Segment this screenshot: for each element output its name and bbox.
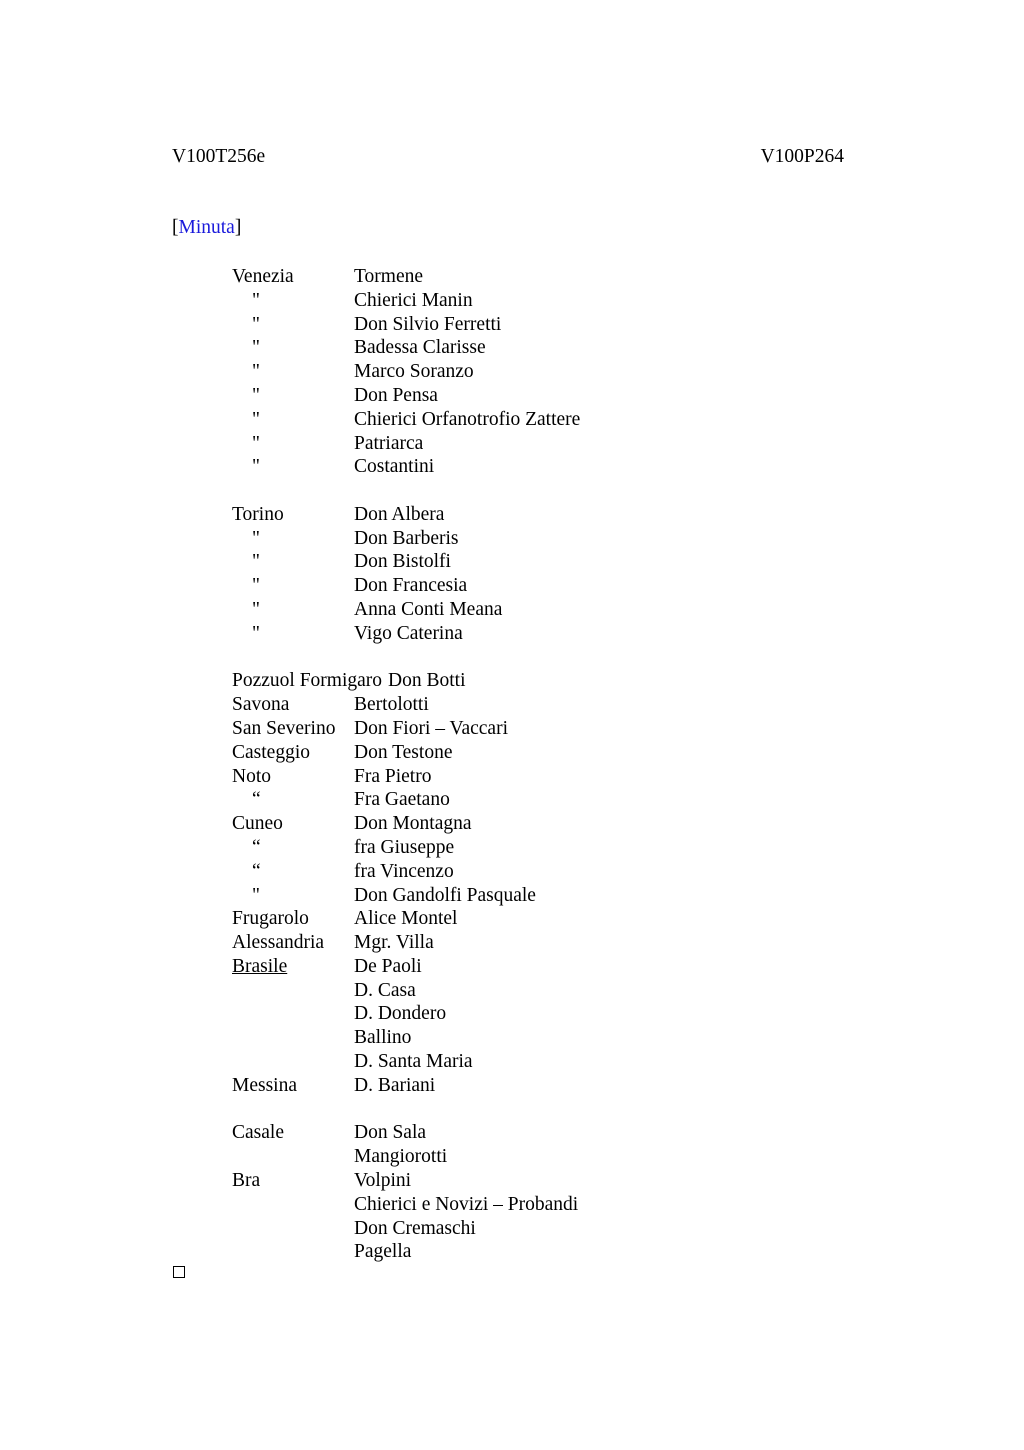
ditto-mark: " (252, 408, 260, 430)
list-item (232, 313, 832, 337)
place-label: Savona (232, 694, 290, 716)
list-item (232, 622, 832, 646)
list-item (232, 289, 832, 313)
recipient-name: Don Fiori – Vaccari (354, 717, 508, 739)
list-item (232, 836, 832, 860)
list-item (232, 1050, 832, 1074)
recipient-name: D. Casa (354, 979, 416, 1001)
recipient-name: D. Dondero (354, 1003, 447, 1025)
end-of-document-box-icon (173, 1266, 185, 1278)
document-type-label (172, 217, 241, 239)
recipient-name: De Paoli (354, 955, 422, 977)
place-label: Brasile (232, 955, 288, 977)
recipient-name: Mgr. Villa (354, 932, 434, 954)
recipient-name: Vigo Caterina (354, 622, 463, 644)
recipient-name: Costantini (354, 456, 435, 478)
list-item (232, 741, 832, 765)
list-item (232, 931, 832, 955)
recipient-name: Marco Soranzo (354, 361, 474, 383)
ditto-mark: " (252, 384, 260, 406)
recipient-name: Patriarca (354, 432, 424, 454)
ditto-mark: " (252, 313, 260, 335)
recipient-name: Chierici Manin (354, 289, 473, 311)
recipient-name: Pagella (354, 1241, 412, 1263)
list-item (232, 812, 832, 836)
recipient-name: Fra Pietro (354, 765, 432, 787)
list-item (232, 1145, 832, 1169)
list-item (232, 336, 832, 360)
list-item (232, 432, 832, 456)
recipient-name: Don Francesia (354, 575, 468, 597)
ditto-mark: “ (252, 789, 261, 811)
recipient-name: Bertolotti (354, 694, 429, 716)
place-label: Frugarolo (232, 908, 309, 930)
ditto-mark: " (252, 456, 260, 478)
list-item (232, 860, 832, 884)
list-item (232, 574, 832, 598)
recipient-name: Fra Gaetano (354, 789, 450, 811)
recipient-name: Don Albera (354, 503, 445, 525)
open-bracket: [ (172, 217, 179, 238)
ditto-mark: " (252, 361, 260, 383)
recipient-name: Don Bistolfi (354, 551, 451, 573)
place-label: Venezia (232, 266, 294, 287)
recipient-name: D. Bariani (354, 1074, 436, 1096)
list-item (232, 503, 832, 527)
list-item (232, 788, 832, 812)
list-item (232, 765, 832, 789)
place-label: Alessandria (232, 932, 325, 954)
recipient-name: Mangiorotti (354, 1146, 448, 1168)
place-label: Casale (232, 1122, 284, 1144)
place-label: Torino (232, 503, 284, 525)
ditto-mark: " (252, 337, 260, 359)
recipient-name: fra Vincenzo (354, 860, 454, 882)
place-label: Noto (232, 765, 271, 787)
list-item (232, 1217, 832, 1241)
ditto-mark: " (252, 884, 260, 906)
list-item (232, 955, 832, 979)
list-item (232, 979, 832, 1003)
recipient-name: Don Cremaschi (354, 1217, 476, 1239)
recipient-name: Alice Montel (354, 908, 458, 930)
recipient-name: D. Santa Maria (354, 1051, 473, 1073)
ditto-mark: " (252, 575, 260, 597)
list-item (232, 265, 832, 289)
list-item (232, 1026, 832, 1050)
recipient-name: Don Pensa (354, 384, 438, 406)
close-bracket: ] (234, 217, 242, 238)
list-item (232, 1193, 832, 1217)
document-code: V100T256e (172, 146, 266, 167)
list-item (232, 693, 832, 717)
recipient-name: Don Barberis (354, 527, 459, 549)
list-item (232, 907, 832, 931)
list-item (232, 1121, 832, 1145)
ditto-mark: " (252, 527, 260, 549)
ditto-mark: " (252, 551, 260, 573)
list-item (232, 527, 832, 551)
place-label: San Severino (232, 717, 336, 739)
recipient-name: Don Silvio Ferretti (354, 313, 502, 335)
list-item (232, 1002, 832, 1026)
list-item (232, 717, 832, 741)
list-item (232, 408, 832, 432)
list-item (232, 455, 832, 479)
ditto-mark: “ (252, 836, 261, 858)
place-label: Pozzuol Formigaro (232, 670, 383, 692)
place-label: Bra (232, 1169, 261, 1191)
recipient-name: Don Gandolfi Pasquale (354, 884, 536, 906)
ditto-mark: " (252, 599, 260, 621)
ditto-mark: " (252, 432, 260, 454)
ditto-mark: “ (252, 860, 261, 882)
recipient-list (232, 265, 832, 1264)
recipient-name: Tormene (354, 266, 424, 287)
place-label: Messina (232, 1074, 297, 1096)
list-item (232, 384, 832, 408)
list-item (232, 598, 832, 622)
list-item (232, 550, 832, 574)
list-item (232, 1240, 832, 1264)
place-label: Cuneo (232, 813, 283, 835)
list-item (232, 1169, 832, 1193)
ditto-mark: " (252, 289, 260, 311)
recipient-name: Don Botti (388, 670, 466, 692)
recipient-name: Volpini (354, 1169, 412, 1191)
recipient-name: Don Sala (354, 1122, 427, 1144)
list-item (232, 884, 832, 908)
place-label: Casteggio (232, 741, 310, 763)
recipient-name: Badessa Clarisse (354, 337, 486, 359)
list-item (232, 360, 832, 384)
list-item (232, 1074, 832, 1098)
page-header (172, 146, 844, 170)
recipient-name: Ballino (354, 1027, 412, 1049)
ditto-mark: " (252, 622, 260, 644)
recipient-name: fra Giuseppe (354, 836, 455, 858)
recipient-name: Chierici Orfanotrofio Zattere (354, 408, 581, 430)
recipient-name: Don Testone (354, 741, 453, 763)
minuta-link[interactable]: Minuta (178, 217, 235, 238)
list-item (232, 669, 832, 693)
recipient-name: Anna Conti Meana (354, 599, 503, 621)
page-code: V100P264 (760, 146, 844, 167)
recipient-name: Chierici e Novizi – Probandi (354, 1193, 579, 1215)
recipient-name: Don Montagna (354, 813, 472, 835)
